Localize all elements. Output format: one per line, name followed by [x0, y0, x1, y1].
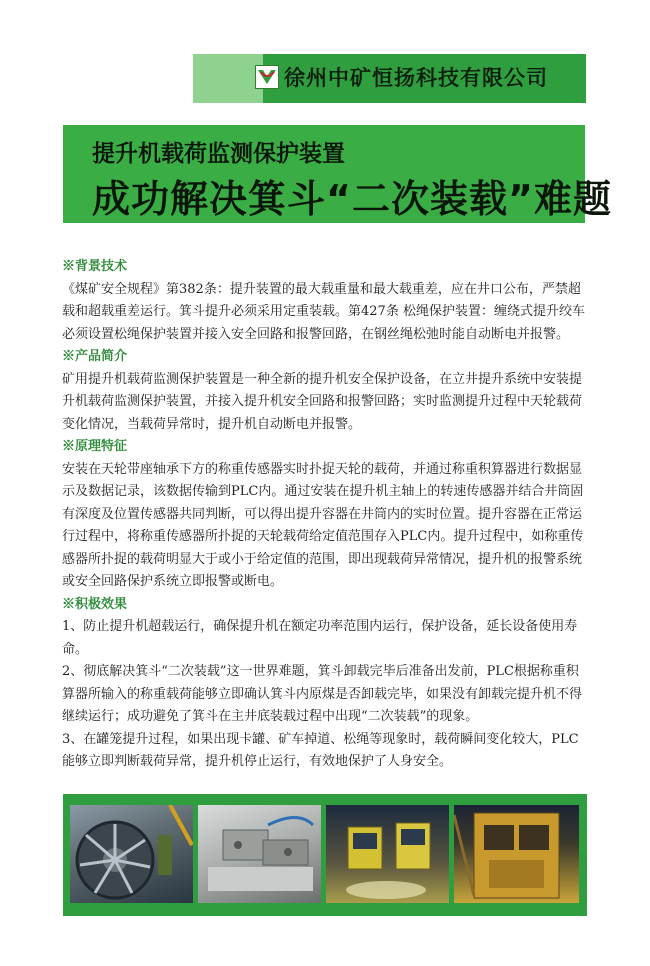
- controller-photo: [326, 805, 449, 903]
- cabinet-photo: [454, 805, 579, 903]
- section-heading: ※背景技术: [62, 259, 128, 274]
- section-product: [62, 346, 590, 436]
- section-effects: [62, 594, 590, 774]
- effect-item: 3、在罐笼提升过程，如果出现卡罐、矿车掉道、松绳等现象时，载荷瞬间变化较大，PLC能够立即判断载荷异常，提升机停止运行，有效地保护了人身安全。: [62, 731, 579, 769]
- headsheave-photo: [70, 805, 193, 903]
- section-heading: ※原理特征: [62, 439, 128, 454]
- page-subtitle: 提升机载荷监测保护装置: [92, 141, 345, 167]
- effect-item: 1、防止提升机超载运行，确保提升机在额定功率范围内运行，保护设备，延长设备使用寿命。: [62, 619, 578, 657]
- load-sensor-photo: [198, 805, 321, 903]
- section-heading: ※积极效果: [62, 596, 128, 612]
- company-name: 徐州中矿恒扬科技有限公司: [284, 66, 548, 90]
- section-heading: ※产品简介: [62, 349, 128, 364]
- page-title: 成功解决箕斗“二次装载”难题: [92, 177, 612, 221]
- company-logo-icon: [255, 65, 279, 89]
- section-paragraph: 《煤矿安全规程》第382条：提升装置的最大载重量和最大载重差，应在井口公布，严禁超载和超载重差运行。箕斗提升必须采用定重装载。第427条 松绳保护装置：缠绕式提升绞车必须设置松绳保护装置并接入安全回路和报警回路，在钢丝绳松弛时能自动断电并报警。: [62, 281, 585, 342]
- section-principle: [62, 436, 590, 594]
- article-body: [62, 256, 590, 774]
- section-paragraph: 矿用提升机载荷监测保护装置是一种全新的提升机安全保护设备，在立井提升系统中安装提升机载荷监测保护装置，并接入提升机安全回路和报警回路；实时监测提升过程中天轮载荷变化情况，当载荷异常时，提升机自动断电并报警。: [62, 371, 583, 432]
- section-background: [62, 256, 590, 346]
- header-light-block: [193, 54, 263, 103]
- section-paragraph: 安装在天轮带座轴承下方的称重传感器实时扑捉天轮的载荷，并通过称重积算器进行数据显示及数据记录，该数据传输到PLC内。通过安装在提升机主轴上的转速传感器并结合井筒固有深度及位置传感器共同判断，可以得出提升容器在井筒内的实时位置。提升容器在正常运行过程中，将称重传感器所扑捉的天轮载荷给定值范围存入PLC内。提升过程中，如称重传感器所扑捉的载荷明显大于或小于给定值的范围，即出现载荷异常情况，提升机的报警系统或安全回路保护系统立即报警或断电。: [62, 461, 584, 589]
- effect-item: 2、彻底解决箕斗“二次装载”这一世界难题，箕斗卸载完毕后准备出发前，PLC根据称重积算器所输入的称重载荷能够立即确认箕斗内原煤是否卸载完毕，如果没有卸载完提升机不得继续运行；成功避免了箕斗在主井底装载过程中出现“二次装载”的现象。: [62, 664, 583, 724]
